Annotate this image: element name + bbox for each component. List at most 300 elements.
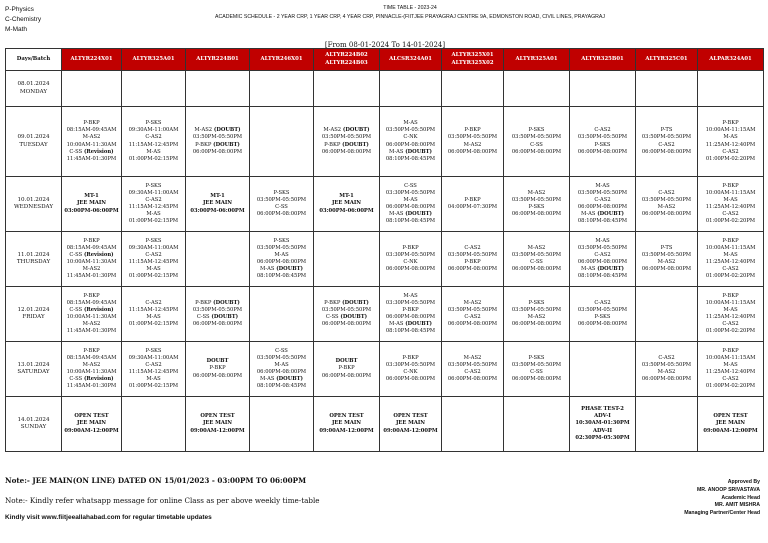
schedule-cell	[570, 107, 636, 177]
batch-code: ALTYR224B03	[325, 59, 368, 66]
session-line: 06:00PM-08:00PM	[447, 376, 498, 383]
schedule-cell	[636, 177, 698, 232]
session-line: JEE MAIN	[202, 420, 233, 427]
session-line: 03:50PM-05:50PM	[577, 134, 628, 141]
session-line: 06:00PM-08:00PM	[385, 314, 436, 320]
session-line: 06:00PM-08:00PM	[577, 259, 628, 265]
session-line: 06:00PM-08:00PM	[577, 204, 628, 210]
session-line: C-AS2	[464, 369, 481, 375]
schedule-cell	[636, 397, 698, 452]
session-line: 03:00PM-06:00PM	[190, 207, 245, 214]
day-cell	[6, 71, 62, 107]
schedule-cell	[186, 177, 250, 232]
session-line: 01:00PM-02:15PM	[128, 321, 179, 328]
session-line: PHASE TEST-2	[581, 406, 624, 413]
session-line: 03:50PM-05:50PM	[641, 196, 692, 203]
session-line: M-AS2	[463, 141, 482, 148]
session-line: 09:30AM-11:00AM	[128, 127, 179, 134]
session-line: M-AS2	[657, 369, 676, 375]
session-line: MT-1	[210, 193, 225, 200]
schedule-cell	[250, 71, 314, 107]
session-line: M-AS2	[527, 244, 546, 251]
session-line: 11:15AM-12:45PM	[128, 369, 179, 375]
session-line: OPEN TEST	[329, 413, 364, 420]
session-line: 01:00PM-02:20PM	[705, 155, 756, 162]
session-line: C-AS2	[722, 321, 739, 328]
session-line: 11:15AM-12:45PM	[128, 306, 179, 313]
schedule-cell	[442, 342, 504, 397]
schedule-cell	[570, 177, 636, 232]
session-line: P-SKS	[594, 314, 611, 320]
session-line: 03:50PM-05:50PM	[511, 251, 562, 258]
session-line: M-AS	[274, 251, 289, 258]
legend-item: C-Chemistry	[5, 16, 42, 23]
session-line: 04:00PM-07:30PM	[447, 204, 498, 210]
session-line: C-SS	[530, 141, 543, 148]
session-line: C-AS2	[658, 189, 675, 196]
session-line: 11:45AM-01:30PM	[66, 155, 117, 162]
schedule-cell	[314, 397, 380, 452]
batch-header	[122, 49, 186, 71]
session-line: P-BKP (DOUBT)	[324, 141, 369, 148]
session-line: JEE MAIN	[76, 200, 107, 207]
session-line: P-TS	[660, 244, 673, 251]
day-date: 13.01.2024	[17, 361, 50, 368]
session-line: C-SS (Revision)	[69, 306, 114, 313]
day-date: 08.01.2024	[17, 81, 50, 88]
session-line: JEE MAIN	[331, 200, 362, 207]
session-line: C-NK	[403, 369, 418, 375]
schedule-cell	[570, 71, 636, 107]
session-line: P-BKP	[464, 127, 481, 134]
day-cell	[6, 397, 62, 452]
schedule-cell	[570, 232, 636, 287]
session-line: OPEN TEST	[74, 413, 109, 420]
schedule-cell	[314, 177, 380, 232]
session-line: C-AS2	[145, 361, 162, 368]
session-line: P-BKP	[338, 365, 355, 372]
session-line: 09:30AM-11:00AM	[128, 244, 179, 251]
signature-line: Approved By	[727, 479, 760, 485]
session-line: 06:00PM-08:00PM	[192, 148, 243, 155]
batch-code: ALTYR325A01	[515, 55, 558, 62]
session-line: 03:30PM-05:50PM	[385, 251, 436, 258]
schedule-cell	[504, 71, 570, 107]
session-line: C-AS2	[464, 244, 481, 251]
session-line: 11:25AM-12:40PM	[705, 259, 756, 265]
day-date: 11.01.2024	[17, 251, 50, 258]
session-line: P-BKP	[722, 237, 739, 244]
schedule-cell	[250, 397, 314, 452]
session-line: P-SKS	[528, 127, 545, 134]
session-line: 06:00PM-08:00PM	[321, 321, 372, 328]
schedule-cell	[380, 397, 442, 452]
day-cell	[6, 107, 62, 177]
session-line: 06:00PM-08:00PM	[385, 376, 436, 383]
session-line: 03:00PM-06:00PM	[319, 207, 374, 214]
session-line: P-BKP	[722, 120, 739, 127]
schedule-cell	[698, 397, 764, 452]
session-line: M-AS	[723, 251, 738, 258]
session-line: 09:30AM-11:00AM	[128, 189, 179, 196]
schedule-cell	[380, 107, 442, 177]
session-line: 06:00PM-08:00PM	[641, 211, 692, 218]
session-line: 10:00AM-11:15AM	[705, 189, 756, 196]
schedule-cell	[636, 342, 698, 397]
day-date: 14.01.2024	[17, 416, 50, 423]
session-line: 09:30AM-11:00AM	[128, 354, 179, 361]
session-line: P-BKP	[402, 354, 419, 361]
page-title: TIME TABLE - 2023-24	[383, 5, 437, 11]
day-cell	[6, 287, 62, 342]
session-line: C-AS2	[722, 211, 739, 218]
session-line: M-AS	[146, 211, 161, 218]
day-name: MONDAY	[19, 88, 48, 95]
session-line: M-AS (DOUBT)	[389, 148, 432, 155]
signature-block	[684, 479, 760, 518]
session-line: P-BKP (DOUBT)	[195, 141, 240, 148]
session-line: JEE MAIN	[395, 420, 426, 427]
session-line: JEE MAIN	[331, 420, 362, 427]
session-line: 03:50PM-05:50PM	[447, 251, 498, 258]
session-line: 03:50PM-05:50PM	[511, 306, 562, 313]
session-line: 03:50PM-05:50PM	[641, 361, 692, 368]
signature-line: MR. ANOOP SRIVASTAVA	[696, 486, 760, 493]
session-line: M-AS	[723, 361, 738, 368]
schedule-cell	[250, 287, 314, 342]
session-line: 06:00PM-08:00PM	[511, 148, 562, 155]
batch-code: ALTYR246X01	[260, 55, 303, 62]
corner-header: Days/Batch	[6, 49, 62, 71]
session-line: C-SS	[404, 182, 417, 189]
session-line: 03:50PM-05:50PM	[192, 306, 243, 313]
date-range: [From 08-01-2024 To 14-01-2024]	[324, 41, 446, 49]
table-row	[6, 287, 764, 342]
table-row	[6, 397, 764, 452]
schedule-cell	[122, 397, 186, 452]
schedule-cell	[186, 342, 250, 397]
session-line: 06:00PM-08:00PM	[321, 148, 372, 155]
session-line: 11:45AM-01:30PM	[66, 273, 117, 280]
session-line: 06:00PM-08:00PM	[321, 372, 372, 379]
session-line: C-AS2	[658, 354, 675, 361]
session-line: M-AS	[146, 376, 161, 383]
session-line: M-AS	[146, 148, 161, 155]
title-block	[170, 4, 650, 22]
session-line: P-SKS	[528, 354, 545, 361]
session-line: 03:50PM-05:50PM	[256, 196, 307, 203]
session-line: M-AS2	[463, 354, 482, 361]
schedule-cell	[380, 232, 442, 287]
schedule-cell	[504, 287, 570, 342]
schedule-cell	[570, 342, 636, 397]
session-line: M-AS	[146, 314, 161, 320]
schedule-cell	[698, 232, 764, 287]
schedule-cell	[442, 397, 504, 452]
session-line: 06:00PM-08:00PM	[511, 321, 562, 328]
session-line: 06:00PM-08:00PM	[511, 211, 562, 218]
session-line: 08:10PM-08:45PM	[385, 218, 436, 225]
day-name: TUESDAY	[19, 141, 48, 148]
schedule-cell	[570, 397, 636, 452]
session-line: M-AS (DOUBT)	[260, 266, 303, 273]
schedule-cell	[314, 287, 380, 342]
table-row	[6, 232, 764, 287]
session-line: M-AS2	[657, 204, 676, 210]
schedule-cell	[62, 107, 122, 177]
day-cell	[6, 177, 62, 232]
session-line: 11:45AM-01:30PM	[66, 328, 117, 335]
schedule-cell	[504, 397, 570, 452]
schedule-cell	[122, 342, 186, 397]
session-line: 11:15AM-12:45PM	[128, 204, 179, 210]
schedule-cell	[504, 177, 570, 232]
session-line: C-AS2	[722, 266, 739, 273]
session-line: M-AS2	[82, 361, 101, 368]
session-line: M-AS	[274, 361, 289, 368]
day-cell	[6, 232, 62, 287]
session-line: C-AS2	[145, 134, 162, 141]
signature-line: Academic Head	[721, 494, 760, 501]
session-line: M-AS	[403, 196, 418, 203]
session-line: M-AS	[723, 196, 738, 203]
schedule-cell	[62, 287, 122, 342]
schedule-cell	[62, 71, 122, 107]
session-line: 03:50PM-05:50PM	[577, 244, 628, 251]
session-line: C-AS2	[722, 376, 739, 383]
schedule-cell	[698, 287, 764, 342]
session-line: 01:00PM-02:20PM	[705, 383, 756, 390]
schedule-cell	[636, 287, 698, 342]
session-line: 11:25AM-12:40PM	[705, 369, 756, 375]
session-line: 06:00PM-08:00PM	[256, 369, 307, 375]
session-line: M-AS2	[527, 314, 546, 320]
session-line: 06:00PM-08:00PM	[577, 321, 628, 328]
session-line: 08:10PM-08:45PM	[256, 383, 307, 390]
schedule-cell	[636, 71, 698, 107]
schedule-cell	[314, 71, 380, 107]
session-line: C-AS2	[594, 299, 611, 306]
session-line: 02:30PM-05:30PM	[575, 434, 630, 441]
day-date: 09.01.2024	[17, 134, 50, 141]
session-line: 01:00PM-02:15PM	[128, 218, 179, 225]
schedule-cell	[698, 177, 764, 232]
session-line: M-AS (DOUBT)	[389, 321, 432, 328]
session-line: C-AS2	[464, 314, 481, 320]
session-line: 06:00PM-08:00PM	[447, 321, 498, 328]
session-line: 08:10PM-08:45PM	[577, 273, 628, 280]
batch-code: ALTYR224B02	[325, 52, 368, 59]
session-line: 06:00PM-08:00PM	[192, 321, 243, 328]
session-line: M-AS2	[82, 134, 101, 141]
session-line: M-AS (DOUBT)	[389, 211, 432, 218]
session-line: 06:00PM-08:00PM	[641, 376, 692, 383]
schedule-cell	[122, 177, 186, 232]
session-line: 08:15AM-09:45AM	[66, 244, 117, 251]
schedule-cell	[570, 287, 636, 342]
session-line: 06:00PM-08:00PM	[641, 266, 692, 273]
session-line: 10:00AM-11:15AM	[705, 127, 756, 134]
session-line: 08:10PM-08:45PM	[385, 155, 436, 162]
session-line: P-BKP (DOUBT)	[195, 299, 240, 306]
subject-legend	[5, 5, 41, 35]
session-line: P-SKS	[594, 141, 611, 148]
note-whatsapp: Note:- Kindly refer whatsapp message for online Class as per above weekly time-table	[5, 496, 320, 505]
session-line: P-SKS	[145, 120, 162, 127]
schedule-cell	[380, 71, 442, 107]
schedule-cell	[62, 397, 122, 452]
website-note: Kindly visit www.fiitjeeallahabad.com for regular timetable updates	[5, 514, 212, 521]
session-line: C-NK	[403, 134, 418, 141]
session-line: 01:00PM-02:20PM	[705, 218, 756, 225]
day-name: SATURDAY	[17, 369, 50, 375]
session-line: 03:50PM-05:50PM	[192, 134, 243, 141]
session-line: P-BKP	[464, 196, 481, 203]
session-line: 06:00PM-08:00PM	[447, 148, 498, 155]
legend-item: M-Math	[5, 26, 28, 33]
schedule-cell	[186, 287, 250, 342]
session-line: P-BKP	[83, 347, 100, 354]
session-line: 03:50PM-05:50PM	[385, 127, 436, 134]
schedule-cell	[122, 232, 186, 287]
session-line: 01:00PM-02:15PM	[128, 273, 179, 280]
schedule-cell	[122, 287, 186, 342]
session-line: 03:30PM-05:50PM	[385, 189, 436, 196]
session-line: C-AS2	[594, 196, 611, 203]
session-line: M-AS (DOUBT)	[260, 376, 303, 383]
session-line: P-BKP	[722, 182, 739, 189]
batch-header	[636, 49, 698, 71]
schedule-cell	[186, 107, 250, 177]
session-line: 03:50PM-05:50PM	[256, 244, 307, 251]
schedule-cell	[380, 342, 442, 397]
day-date: 10.01.2024	[17, 196, 50, 203]
session-line: C-SS (Revision)	[69, 148, 114, 155]
schedule-cell	[250, 177, 314, 232]
session-line: ADV-I	[594, 413, 611, 420]
session-line: C-SS (DOUBT)	[196, 314, 239, 320]
session-line: 01:00PM-02:20PM	[705, 273, 756, 280]
session-line: 11:25AM-12:40PM	[705, 141, 756, 148]
session-line: 06:00PM-08:00PM	[385, 141, 436, 148]
session-line: 03:50PM-05:50PM	[321, 134, 372, 141]
session-line: MT-1	[84, 193, 99, 200]
session-line: P-BKP (DOUBT)	[324, 299, 369, 306]
session-line: 03:30PM-05:50PM	[385, 361, 436, 368]
session-line: C-SS (DOUBT)	[325, 314, 368, 320]
schedule-cell	[504, 232, 570, 287]
session-line: 09:00AM-12:00PM	[703, 427, 758, 434]
table-row	[6, 342, 764, 397]
session-line: C-AS2	[722, 148, 739, 155]
batch-code: ALTYR325C01	[645, 55, 688, 62]
schedule-cell	[186, 397, 250, 452]
schedule-cell	[122, 71, 186, 107]
session-line: C-AS2	[594, 251, 611, 258]
session-line: 06:00PM-08:00PM	[385, 266, 436, 273]
session-line: 10:00AM-11:30AM	[66, 369, 117, 375]
schedule-cell	[186, 232, 250, 287]
session-line: P-SKS	[273, 189, 290, 196]
session-line: 03:50PM-05:50PM	[256, 354, 307, 361]
session-line: 03:50PM-05:50PM	[511, 134, 562, 141]
day-date: 12.01.2024	[17, 306, 50, 313]
session-line: 08:15AM-09:45AM	[66, 127, 117, 134]
session-line: 08:15AM-09:45AM	[66, 354, 117, 361]
table-row	[6, 71, 764, 107]
session-line: M-AS	[403, 292, 418, 299]
session-line: 06:00PM-08:00PM	[447, 266, 498, 273]
session-line: 01:00PM-02:20PM	[705, 328, 756, 335]
schedule-cell	[62, 177, 122, 232]
schedule-cell	[250, 342, 314, 397]
session-line: JEE MAIN	[715, 420, 746, 427]
table-body	[6, 71, 764, 452]
schedule-cell	[504, 342, 570, 397]
session-line: C-AS2	[145, 299, 162, 306]
session-line: P-SKS	[145, 182, 162, 189]
batch-header	[250, 49, 314, 71]
table-header-row	[6, 49, 764, 71]
schedule-cell	[698, 342, 764, 397]
session-line: C-AS2	[594, 127, 611, 134]
schedule-cell	[504, 107, 570, 177]
session-line: 06:00PM-08:00PM	[641, 148, 692, 155]
session-line: C-SS (Revision)	[69, 376, 114, 383]
session-line: P-BKP	[209, 365, 226, 372]
session-line: P-BKP	[722, 292, 739, 299]
session-line: C-SS	[530, 259, 543, 265]
session-line: 08:10PM-08:45PM	[385, 328, 436, 335]
schedule-cell	[314, 342, 380, 397]
batch-code: ALTYR325A01	[132, 55, 175, 62]
session-line: C-AS2	[145, 251, 162, 258]
session-line: 10:00AM-11:30AM	[66, 141, 117, 148]
session-line: C-SS	[275, 347, 288, 354]
session-line: C-SS	[275, 204, 288, 210]
session-line: 11:25AM-12:40PM	[705, 204, 756, 210]
batch-header	[314, 49, 380, 71]
session-line: 03:50PM-05:50PM	[641, 251, 692, 258]
batch-code: ALTYR325X02	[451, 59, 494, 66]
batch-code: ALPAR324A01	[709, 55, 752, 62]
session-line: OPEN TEST	[200, 413, 235, 420]
schedule-cell	[636, 232, 698, 287]
session-line: M-AS (DOUBT)	[581, 266, 624, 273]
session-line: M-AS	[723, 134, 738, 141]
session-line: 06:00PM-08:00PM	[385, 204, 436, 210]
schedule-cell	[62, 232, 122, 287]
session-line: M-AS2	[82, 321, 101, 328]
session-line: 03:50PM-05:50PM	[447, 361, 498, 368]
session-line: 03:50PM-05:50PM	[447, 306, 498, 313]
session-line: MT-1	[339, 193, 354, 200]
session-line: 08:10PM-08:45PM	[577, 218, 628, 225]
session-line: 09:00AM-12:00PM	[383, 427, 438, 434]
session-line: M-AS2	[82, 266, 101, 273]
session-line: ADV-II	[592, 427, 613, 434]
session-line: 03:50PM-05:50PM	[447, 134, 498, 141]
session-line: C-AS2	[658, 141, 675, 148]
legend-item: P-Physics	[5, 6, 34, 13]
session-line: 03:50PM-05:50PM	[641, 134, 692, 141]
session-line: M-AS2 (DOUBT)	[194, 127, 241, 134]
session-line: P-BKP	[83, 292, 100, 299]
session-line: P-BKP	[402, 244, 419, 251]
session-line: M-AS2	[657, 259, 676, 265]
session-line: 06:00PM-08:00PM	[511, 376, 562, 383]
session-line: P-TS	[660, 127, 673, 134]
